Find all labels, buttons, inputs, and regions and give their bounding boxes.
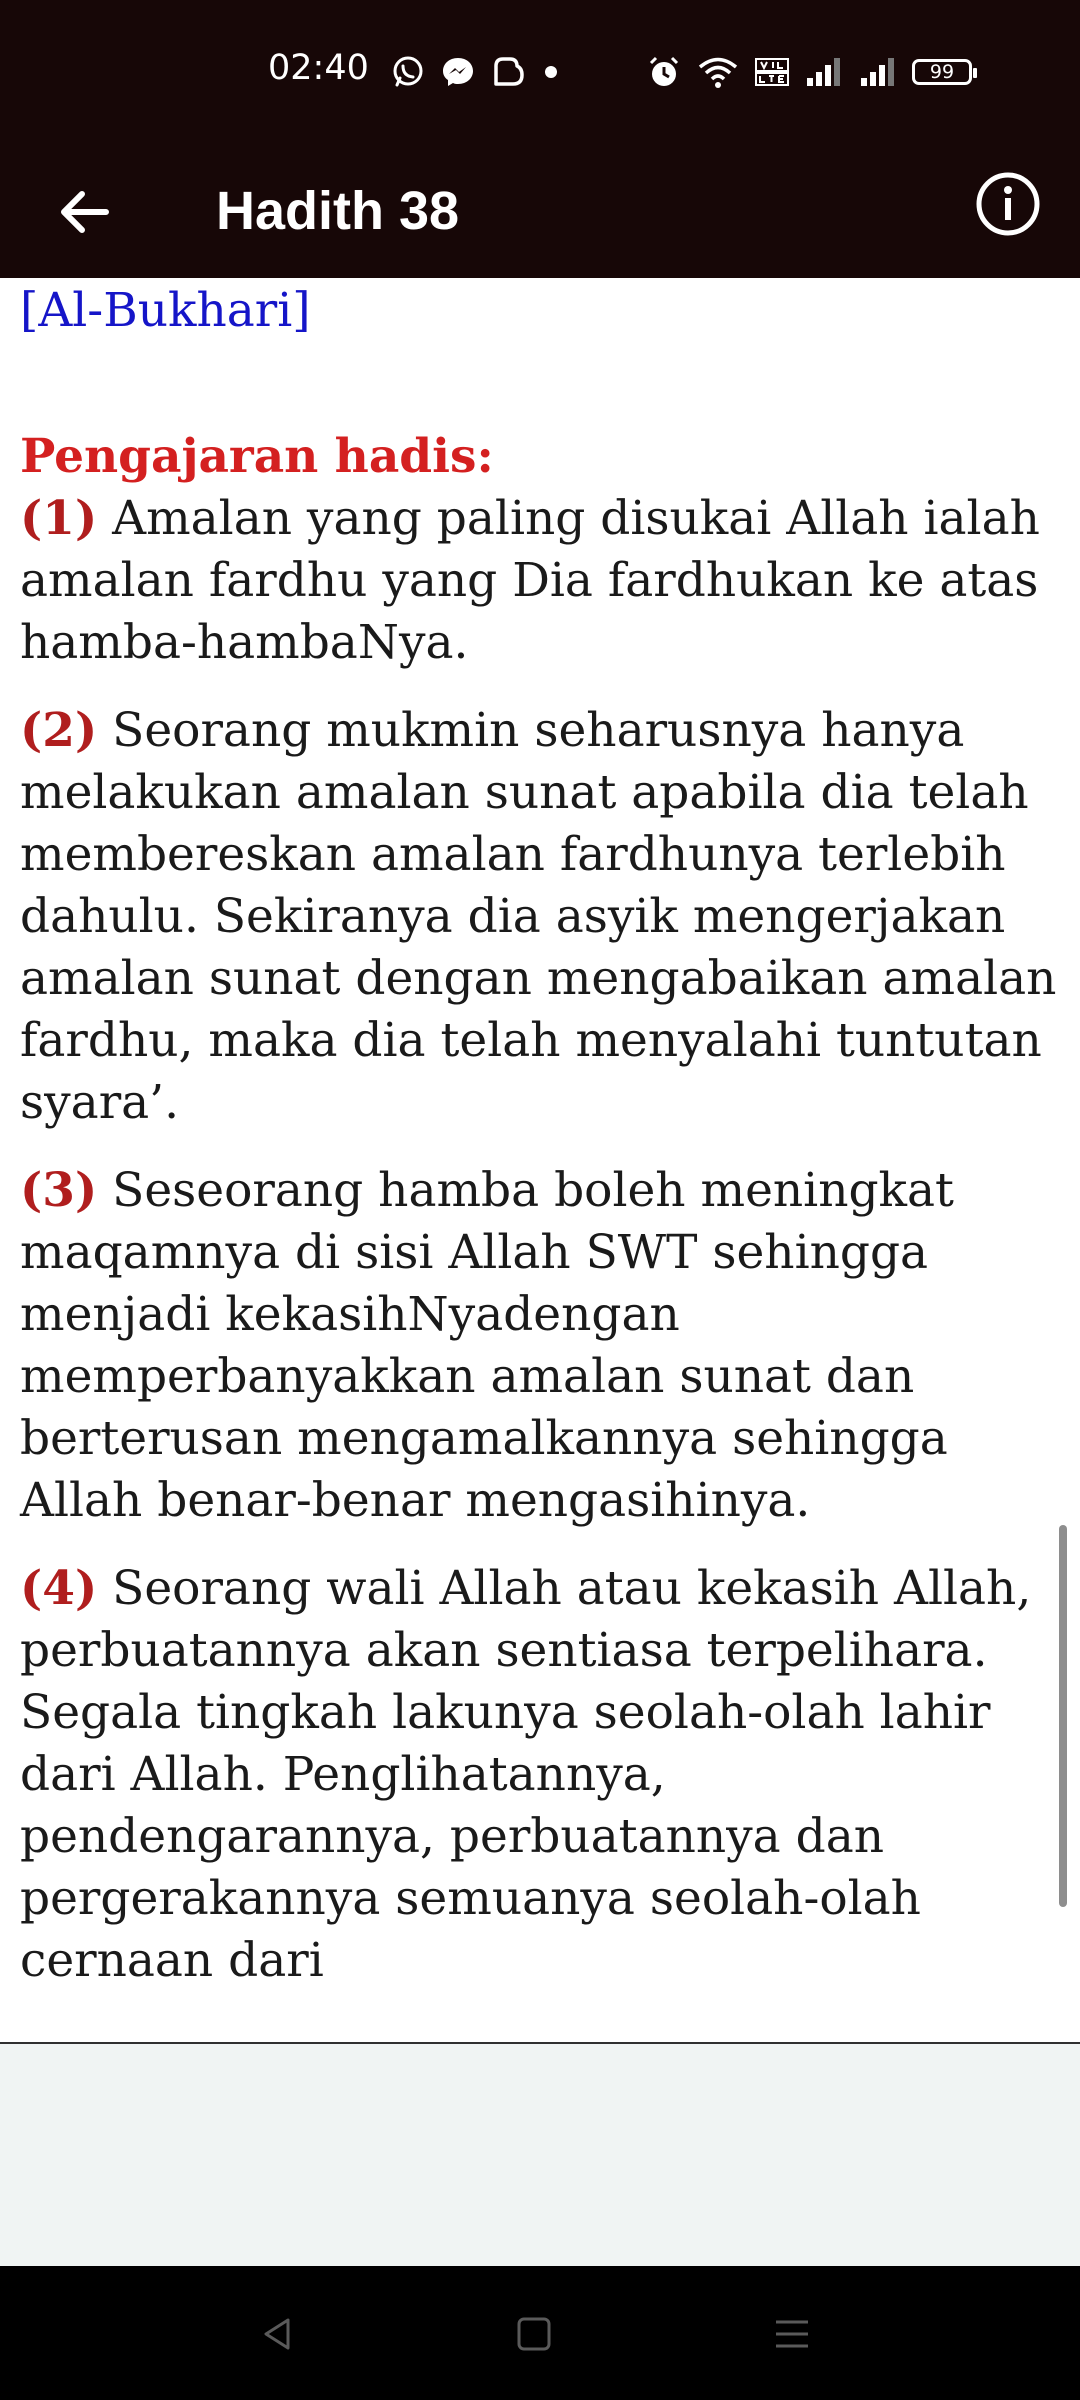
info-button[interactable] [966, 162, 1050, 246]
dot-icon [540, 54, 562, 90]
lesson-item-3 [20, 1160, 1060, 1532]
nav-back-button[interactable] [246, 2302, 310, 2366]
lesson-number: (2) [20, 703, 98, 758]
battery-level: 99 [929, 61, 955, 83]
notification-app-icon [490, 54, 526, 90]
lesson-text: Amalan yang paling disukai Allah ialah amalan fardhu yang Dia fardhukan ke atas hamba-hambaNya. [20, 491, 1040, 670]
lesson-number: (4) [20, 1561, 98, 1616]
hadith-content[interactable] [0, 278, 1080, 2042]
whatsapp-icon [390, 54, 426, 90]
nav-menu-icon [772, 2314, 812, 2354]
hadith-source: [Al-Bukhari] [20, 283, 311, 338]
system-nav-bar [0, 2266, 1080, 2400]
lesson-number: (1) [20, 491, 98, 546]
wifi-icon [696, 54, 740, 90]
bottom-panel [0, 2044, 1080, 2266]
arrow-left-icon [56, 184, 112, 240]
lesson-item-2 [20, 700, 1060, 1134]
signal-2-icon [858, 54, 898, 90]
notification-icons [390, 48, 562, 96]
lesson-number: (3) [20, 1163, 98, 1218]
battery-icon [912, 59, 972, 85]
section-title: Pengajaran hadis: [20, 429, 494, 484]
system-icons [646, 48, 972, 96]
lesson-text: Seseorang hamba boleh meningkat maqamnya di sisi Allah SWT sehingga menjadi kekasihNyadengan memperbanyakkan amalan sunat dan berterusan mengamalkannya sehingga Allah benar-benar mengasihinya. [20, 1163, 954, 1528]
lesson-item-1 [20, 488, 1060, 674]
app-bar [0, 144, 1080, 278]
scrollbar-thumb[interactable] [1059, 1525, 1067, 1907]
back-button[interactable] [44, 174, 124, 250]
lesson-text: Seorang mukmin seharusnya hanya melakukan amalan sunat apabila dia telah membereskan amalan fardhunya terlebih dahulu. Sekiranya dia asyik mengerjakan amalan sunat dengan mengabaikan amalan fardhu, maka dia telah menyalahi tuntutan syara’. [20, 703, 1057, 1130]
nav-menu-button[interactable] [760, 2302, 824, 2366]
nav-home-icon [514, 2314, 554, 2354]
hadith-text-container [20, 278, 1060, 2018]
nav-back-icon [258, 2314, 298, 2354]
alarm-icon [646, 54, 682, 90]
signal-1-icon [804, 54, 844, 90]
nav-home-button[interactable] [502, 2302, 566, 2366]
lesson-text: Seorang wali Allah atau kekasih Allah, perbuatannya akan sentiasa terpelihara. Segala tingkah lakunya seolah-olah lahir dari Allah. Penglihatannya, pendengarannya, perbuatannya dan pergerakannya semuanya seolah-olah cernaan dari [20, 1561, 1032, 1988]
status-time: 02:40 [268, 48, 369, 88]
volte-icon [754, 54, 790, 90]
status-bar [0, 0, 1080, 144]
info-circle-icon [975, 171, 1041, 237]
messenger-icon [440, 54, 476, 90]
page-title: Hadith 38 [216, 181, 460, 241]
lesson-item-4 [20, 1558, 1060, 1992]
